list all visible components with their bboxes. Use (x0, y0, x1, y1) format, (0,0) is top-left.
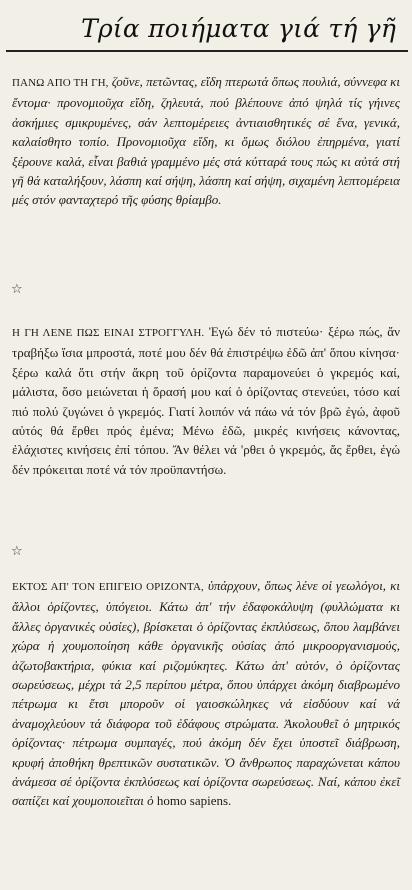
poem-1 (12, 72, 400, 210)
poem-2-text: Ἐγώ δέν τό πιστεύω· ξέρω πώς, ἄν τραβήξω ἴσια μπροστά, ποτέ μου δέν θά ἐπιστρέψω ἐδῶ ἀπ' ὅπου κίνησα· ξέρω καλά ὅτι στήν ἄκρη τοῦ ὁρίζοντα παραμονεύει ὁ γκρεμός καί, μάλιστα, ὅσο μειώνεται ἡ ὅρασή μου καί ὁ ὁρίζοντας στενεύει, τόσο καί πιό πολύ ζυγώνει ὁ γκρεμός. Γιατί λοιπόν νά πάω νά τόν βρῶ ἐγώ, ἀφοῦ αὐτός θά ἔρθει πρός ἐμένα; Μένω ἐδῶ, μικρές κινήσεις κάνοντας, ἐλάχιστες κινήσεις ἐπί τόπου. Ἄν θέλει νά 'ρθει ὁ γκρεμός, ἄς ἔρθει, ἐγώ δέν πρόκειται ποτέ νά τόν προϋπαντήσω. (12, 324, 400, 477)
poem-1-lead: ΠΑΝΩ ΑΠΟ ΤΗ ΓΗ, (12, 77, 109, 89)
poem-1-text: ζοῦνε, πετῶντας, εἴδη πτερωτά ὅπως πουλιά, σύννεφα κι ἔντομα· προνομιοῦχα εἴδη, ζηλευτά, πού βλέπουνε ἀπό ψηλά τίς γήινες ἀσκήμιες σμικρυμένες, σάν λεπτομέρειες ἀντιαισθητικές σέ ἕνα, γενικά, καλαίσθητο τοπίο. Προνομιοῦχα εἴδη, κι ὅμως διόλου ἐπηρμένα, γιατί ξέρουνε καλά, εἶναι βαθιά γραμμένο μές στά κύτταρά τους πώς κι αὐτά στή γῆ θά καταλήξουν, λάσπη καί σήψη, λάσπη καί σήψη, σιχαμένη λεπτομέρεια μές στόν φανταχτερό τῆς φύσης θρίαμβο. (12, 74, 401, 208)
poem-3-lead: ΕΚΤΟΣ ΑΠ' ΤΟΝ ΕΠΙΓΕΙΟ ΟΡΙΖΟΝΤΑ, (12, 581, 204, 593)
poem-2-lead: Η ΓΗ ΛΕΝΕ ΠΩΣ ΕΙΝΑΙ ΣΤΡΟΓΓΥΛΗ. (12, 327, 205, 339)
poem-2 (12, 322, 400, 479)
title-rule (6, 50, 408, 52)
page-title: Τρία ποιήματα γιά τή γῆ (81, 14, 396, 43)
poem-3 (12, 576, 400, 811)
poem-3-tail: homo sapiens. (156, 793, 232, 809)
star-separator-icon: ☆ (11, 544, 23, 559)
star-separator-icon: ☆ (11, 282, 23, 297)
poem-3-text: ὑπάρχουν, ὅπως λένε οἱ γεωλόγοι, κι ἄλλοι ὁρίζοντες, ὑπόγειοι. Κάτω ἀπ' τήν ἐδαφοκάλυψη (φυλλώματα κι ἄλλες ὀργανικές οὐσίες), βρίσκεται ὁ ὁρίζοντας ἐκπλύσεως, ὅπου λαμβάνει χώρα ἡ χουμοποίηση κάθε ὀργανικῆς οὐσίας ἀπό μικροοργανισμούς, ἀζωτοβακτήρια, φύκια καί ριζομύκητες. Κάτω ἀπ' αὐτόν, ὁ ὁρίζοντας σωρεύσεως, μέχρι τά 2,5 περίπου μέτρα, ὅπου ὑπάρχει ἀκόμη διαβρωμένο πέτρωμα κι ἔτσι μποροῦν οἱ γαιοσκώληκες νά εἰσδύουν καί νά ἀναμοχλεύουν τά διάφορα τοῦ ἐδάφους στρώματα. Ἀκολουθεῖ ὁ μητρικός ὁρίζοντας· πέτρωμα συμπαγές, πού ἀκόμη δέν ἔχει ὑποστεῖ διάβρωση, κρυφή ἀποθήκη θρεπτικῶν συστατικῶν. Ὁ ἄνθρωπος παραχώνεται κάπου ἀνάμεσα σέ ὁρίζοντα ἐκπλύσεως καί ὁρίζοντα σωρεύσεως. Ναί, κάπου ἐκεῖ σαπίζει καί χουμοποιεῖται ὁ (12, 578, 400, 809)
